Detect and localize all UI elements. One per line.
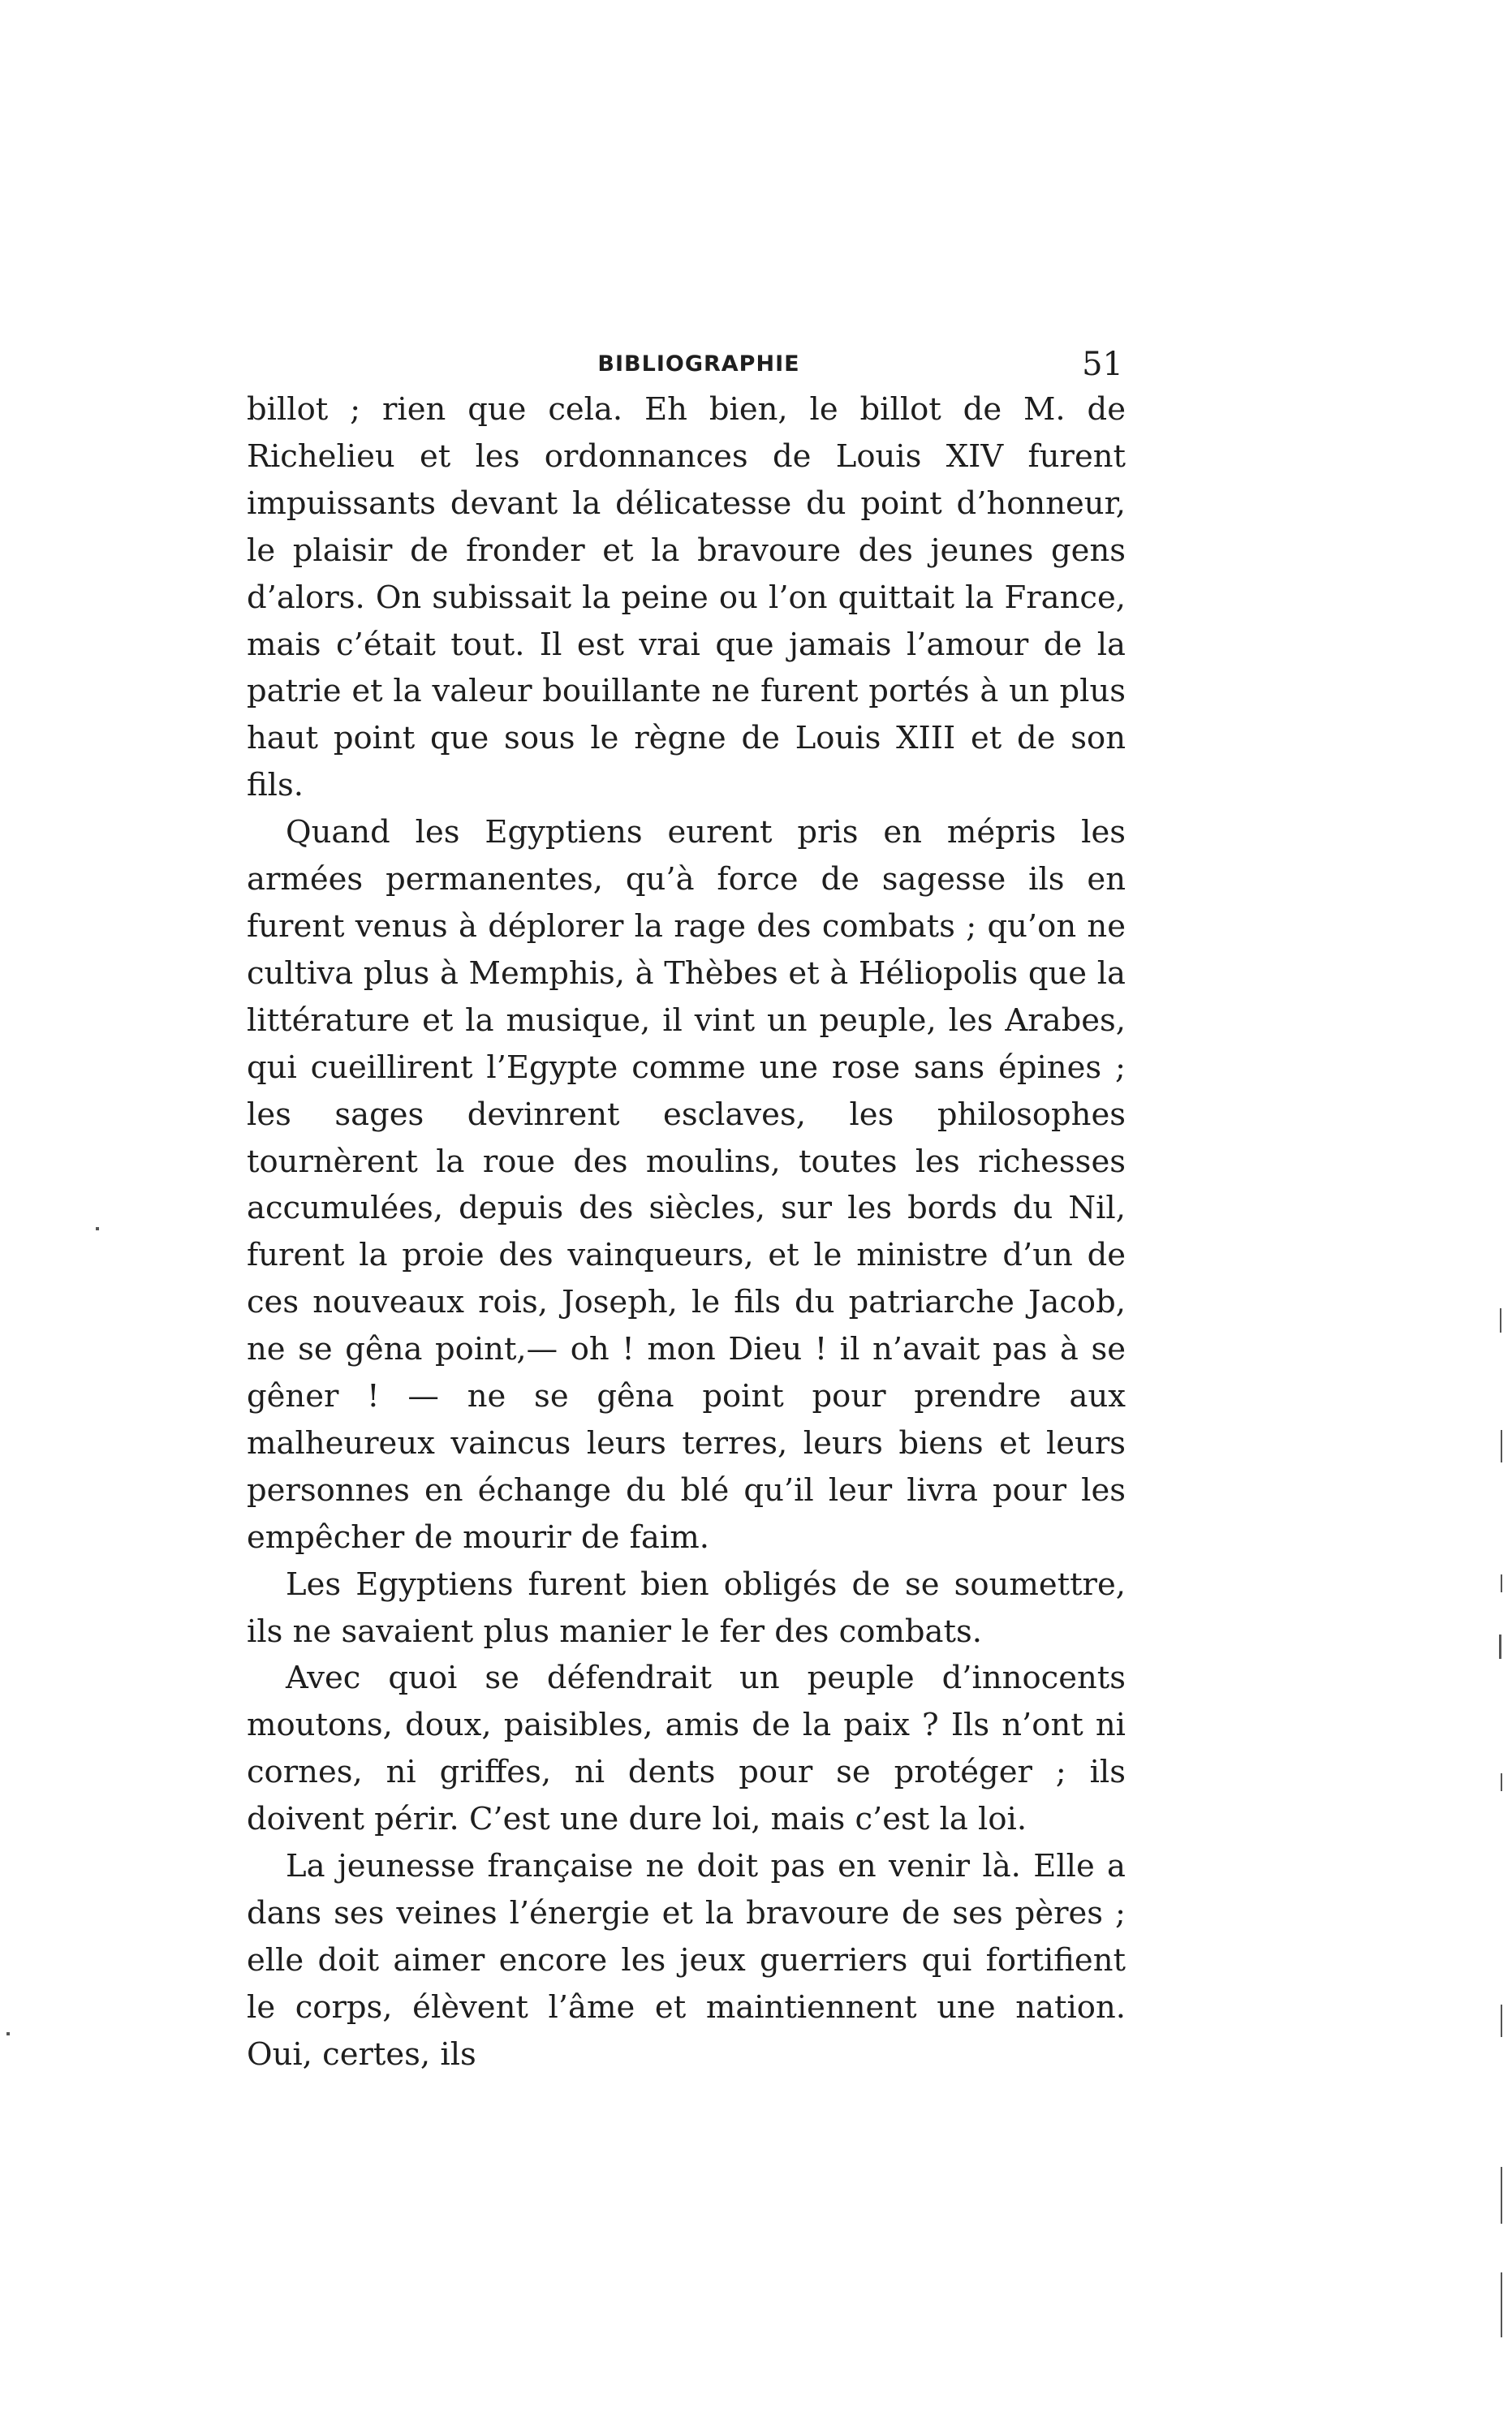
scan-mark bbox=[96, 1227, 99, 1230]
paragraph-1: billot ; rien que cela. Eh bien, le billot de M. de Richelieu et les ordonnances de Louis XIV furent impuissants devant la délicatesse du point d’honneur, le plaisir de fronder et la bravoure des jeunes gens d’alors. On subissait la peine ou l’on quittait la France, mais c’était tout. Il est vrai que jamais l’amour de la patrie et la valeur bouillante ne furent portés à un plus haut point que sous le règne de Louis XIII et de son fils. bbox=[247, 391, 1126, 804]
body-text bbox=[247, 386, 1126, 2078]
paragraph-2: Quand les Egyptiens eurent pris en mépris les armées permanentes, qu’à force de sagesse ils en furent venus à déplorer la rage des combats ; qu’on ne cultiva plus à Memphis, à Thèbes et à Héliopolis que la littérature et la musique, il vint un peuple, les Arabes, qui cueillirent l’Egypte comme une rose sans épines ; les sages devinrent esclaves, les philosophes tournèrent la roue des moulins, toutes les richesses accumulées, depuis des siècles, sur les bords du Nil, furent la proie des vainqueurs, et le ministre d’un de ces nouveaux rois, Joseph, le fils du patriarche Jacob, ne se gêna point,— oh ! mon Dieu ! il n’avait pas à se gêner ! — ne se gêna point pour prendre aux malheureux vaincus leurs terres, leurs biens et leurs personnes en échange du blé qu’il leur livra pour les empêcher de mourir de faim. bbox=[247, 814, 1126, 1556]
scan-mark bbox=[1501, 1574, 1502, 1592]
running-head bbox=[248, 344, 1123, 385]
scan-mark bbox=[1501, 2272, 1502, 2337]
scan-mark bbox=[1501, 2167, 1502, 2224]
scan-mark bbox=[1501, 1773, 1502, 1791]
scan-mark bbox=[1501, 1430, 1502, 1462]
scan-mark bbox=[1500, 1308, 1501, 1333]
running-title: BIBLIOGRAPHIE bbox=[597, 351, 800, 377]
paragraph-3: Les Egyptiens furent bien obligés de se soumettre, ils ne savaient plus manier le fer des combats. bbox=[247, 1566, 1126, 1650]
paragraph-5: La jeunesse française ne doit pas en venir là. Elle a dans ses veines l’énergie et la bravoure de ses pères ; elle doit aimer encore les jeux guerriers qui fortifient le corps, élèvent l’âme et maintiennent une nation. Oui, certes, ils bbox=[247, 1848, 1126, 2073]
scan-mark bbox=[1501, 2005, 1502, 2037]
scan-mark bbox=[1499, 1635, 1501, 1659]
scan-mark bbox=[6, 2032, 10, 2035]
paragraph-4: Avec quoi se défendrait un peuple d’innocents moutons, doux, paisibles, amis de la paix ? Ils n’ont ni cornes, ni griffes, ni dents pour se protéger ; ils doivent périr. C’est une dure loi, mais c’est la loi. bbox=[247, 1660, 1126, 1838]
page-number: 51 bbox=[1082, 346, 1123, 383]
